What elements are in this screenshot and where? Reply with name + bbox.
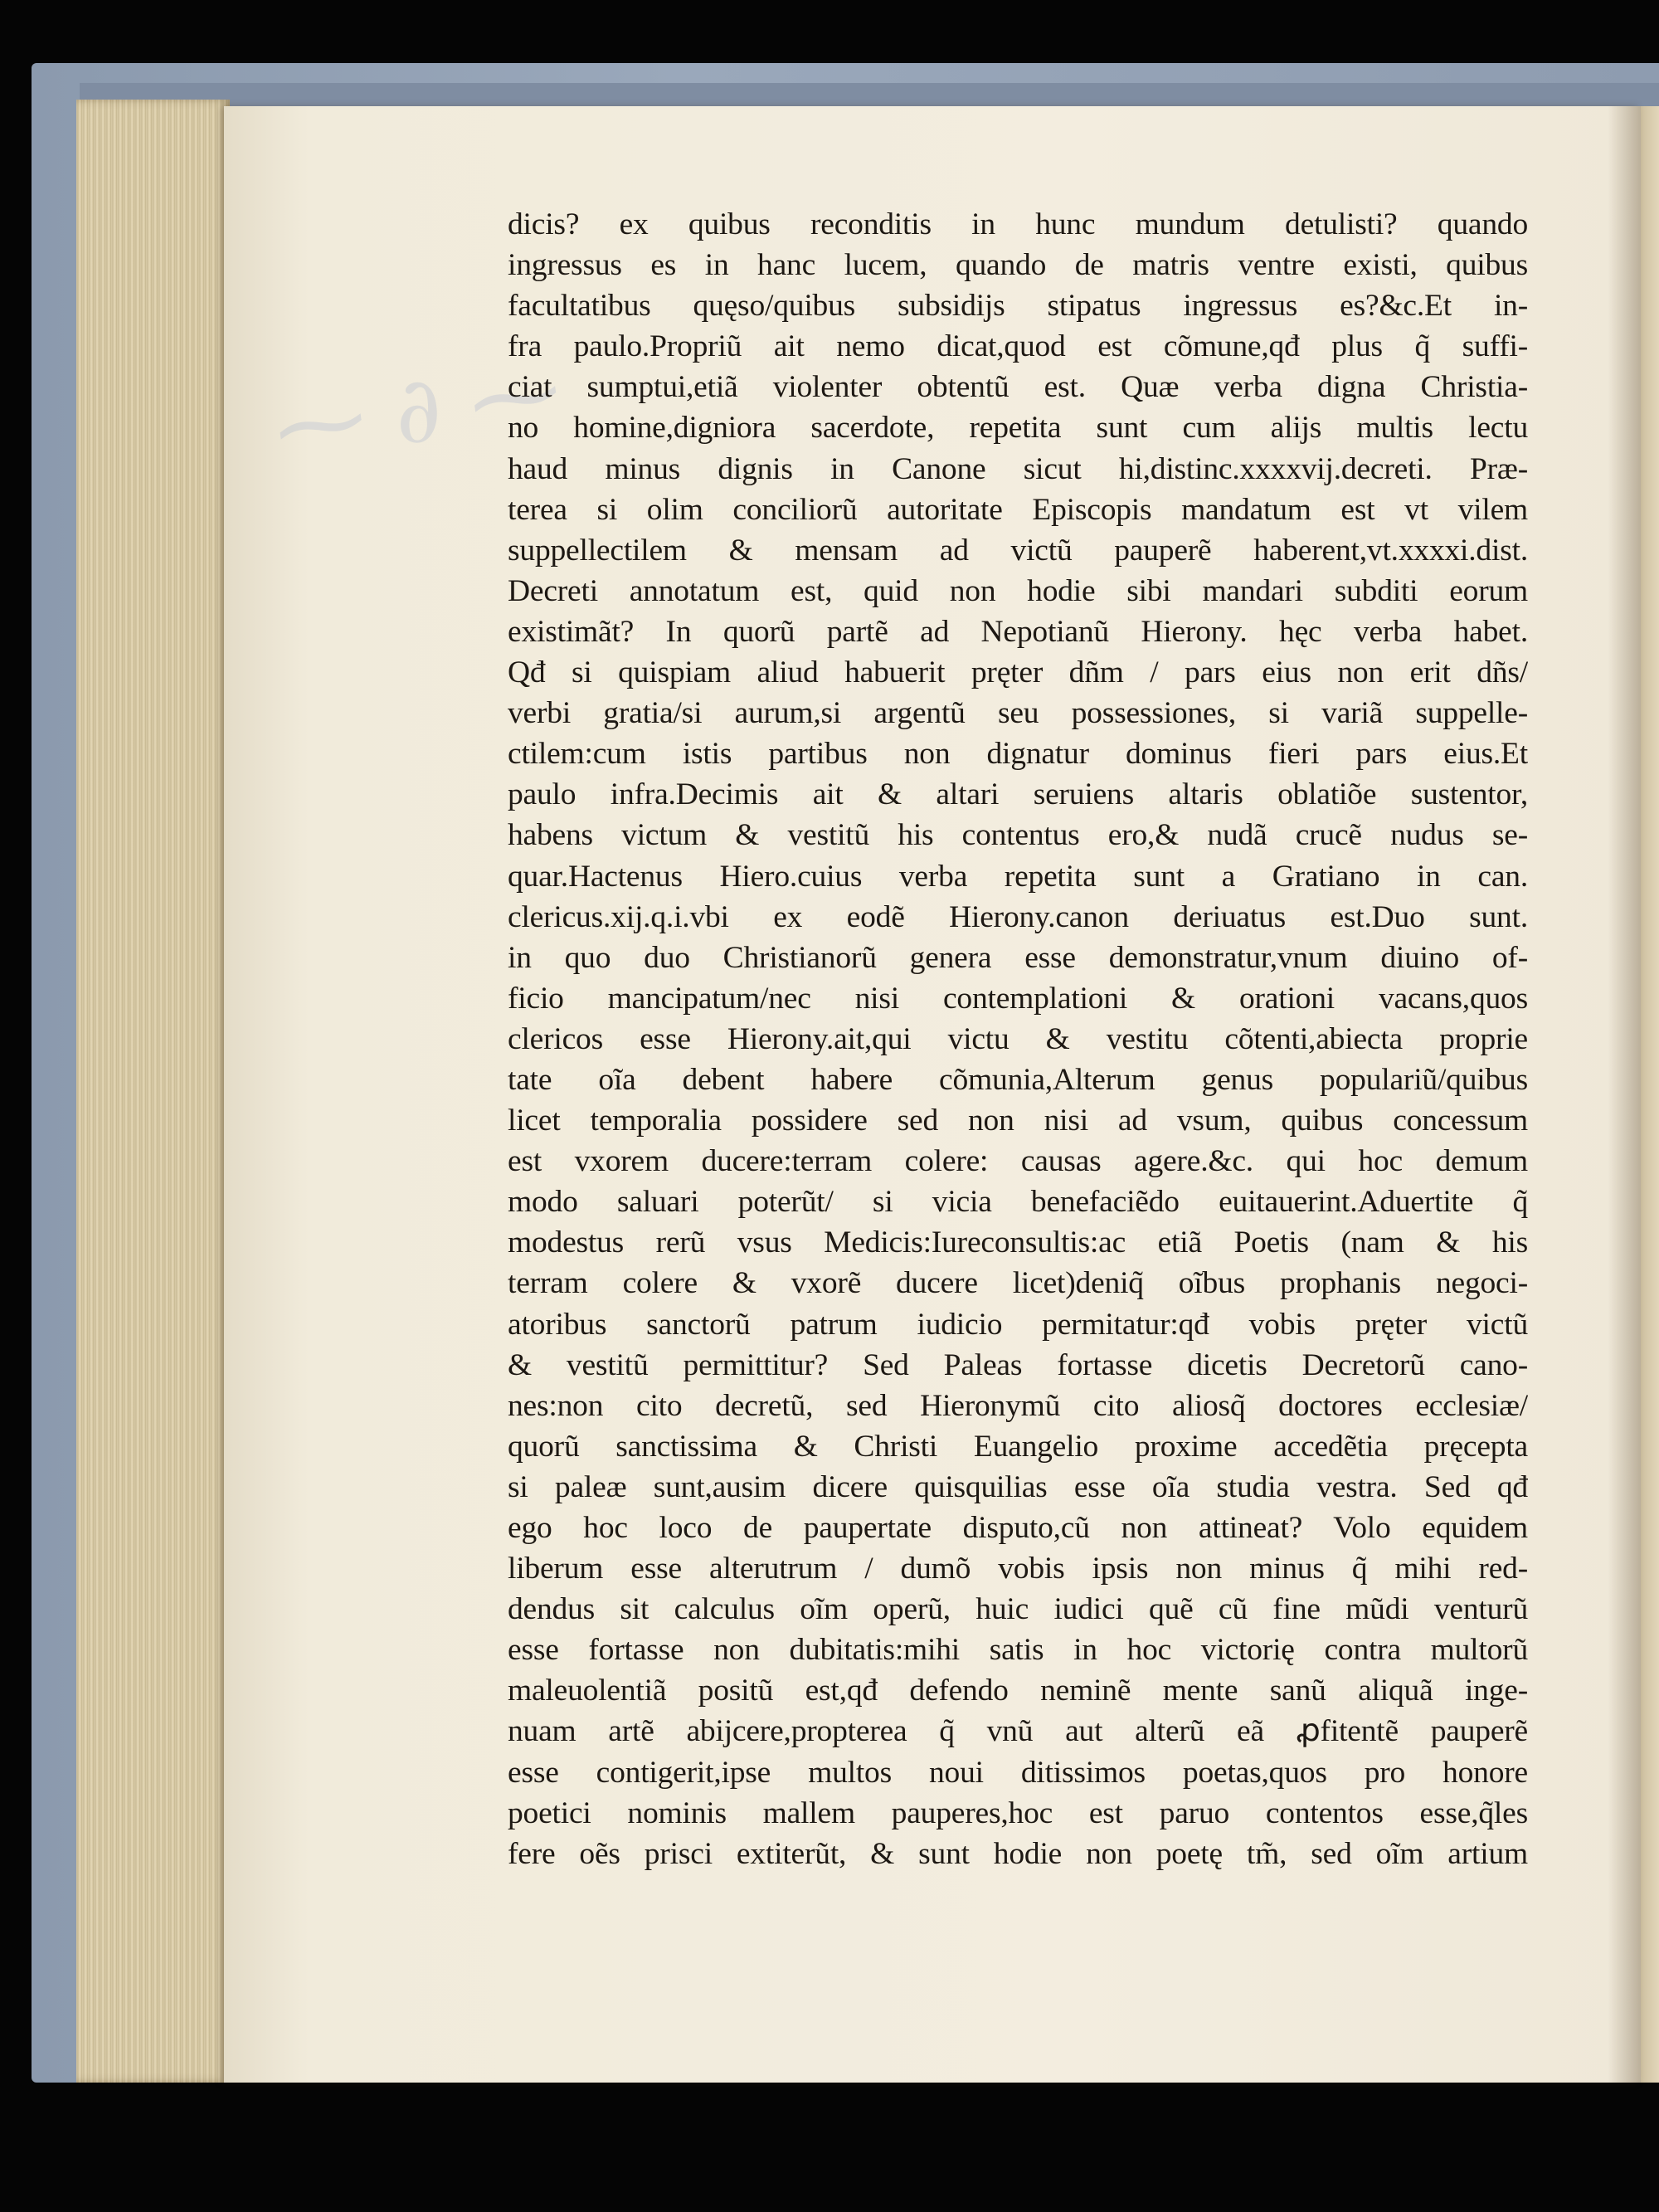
text-line: quorũ sanctissima & Christi Euangelio proxime accedẽtia pręcepta xyxy=(508,1429,1528,1464)
text-line: poetici nominis mallem pauperes,hoc est paruo contentos esse,q̃les xyxy=(508,1795,1528,1830)
text-line: fra paulo.Propriũ ait nemo dicat,quod est cõmune,qđ plus q̃ suffi- xyxy=(508,329,1528,364)
text-line: ctilem:cum istis partibus non dignatur dominus fieri pars eius.Et xyxy=(508,737,1528,772)
faint-show-through-mark: ⁓ ∂ ⁓ xyxy=(267,337,568,483)
text-line: nuam artẽ abijcere,propterea q̃ vnũ aut alterũ eã ꝓfitentẽ pauperẽ xyxy=(508,1714,1528,1749)
text-line: modo saluari poterũt/ si vicia benefaciẽdo euitauerint.Aduertite q̃ xyxy=(508,1185,1528,1220)
text-line: in quo duo Christianorũ genera esse demonstratur,vnum diuino of- xyxy=(508,940,1528,975)
text-line: nes:non cito decretũ, sed Hieronymũ cito aliosq̃ doctores ecclesiæ/ xyxy=(508,1388,1528,1423)
text-line: licet temporalia possidere sed non nisi ad vsum, quibus concessum xyxy=(508,1104,1528,1138)
text-line: ego hoc loco de paupertate disputo,cũ non attineat? Volo equidem xyxy=(508,1511,1528,1545)
spine-shadow xyxy=(1608,106,1641,2083)
page-edges xyxy=(76,100,230,2083)
text-line: ciat sumptui,etiã violenter obtentũ est. Quæ verba digna Christia- xyxy=(508,370,1528,405)
text-line: esse fortasse non dubitatis:mihi satis in hoc victorię contra multorũ xyxy=(508,1633,1528,1668)
text-line: suppellectilem & mensam ad victũ pauperẽ haberent,vt.xxxxi.dist. xyxy=(508,533,1528,568)
text-line: Qđ si quispiam aliud habuerit pręter dñm / pars eius non erit dñs/ xyxy=(508,655,1528,690)
text-line: verbi gratia/si aurum,si argentũ seu possessiones, si variã suppelle- xyxy=(508,696,1528,731)
text-line: clericus.xij.q.i.vbi ex eodẽ Hierony.canon deriuatus est.Duo sunt. xyxy=(508,899,1528,934)
text-line: tate oĩa debent habere cõmunia,Alterum genus populariũ/quibus xyxy=(508,1062,1528,1097)
text-line: paulo infra.Decimis ait & altari seruiens altaris oblatiõe sustentor, xyxy=(508,777,1528,812)
text-line: habens victum & vestitũ his contentus ero,& nudã crucẽ nudus se- xyxy=(508,818,1528,853)
printed-text-block xyxy=(508,204,1528,1874)
text-line: dicis? ex quibus reconditis in hunc mundum detulisti? quando xyxy=(508,207,1528,241)
text-line: maleuolentiã positũ est,qđ defendo neminẽ mente sanũ aliquã inge- xyxy=(508,1674,1528,1708)
text-line: terea si olim conciliorũ autoritate Episcopis mandatum est vt vilem xyxy=(508,492,1528,527)
text-line: existimãt? In quorũ partẽ ad Nepotianũ Hierony. hęc verba habet. xyxy=(508,614,1528,649)
cover-edge xyxy=(80,83,1659,106)
text-line: ficio mancipatum/nec nisi contemplationi & orationi vacans,quos xyxy=(508,981,1528,1016)
text-line: clericos esse Hierony.ait,qui victu & vestitu cõtenti,abiecta proprie xyxy=(508,1021,1528,1056)
text-line: no homine,digniora sacerdote, repetita sunt cum alijs multis lectu xyxy=(508,411,1528,446)
text-line: facultatibus quęso/quibus subsidijs stipatus ingressus es?&c.Et in- xyxy=(508,289,1528,324)
text-line: ingressus es in hanc lucem, quando de matris ventre existi, quibus xyxy=(508,248,1528,283)
text-line: Decreti annotatum est, quid non hodie sibi mandari subditi eorum xyxy=(508,573,1528,608)
text-line: quar.Hactenus Hiero.cuius verba repetita sunt a Gratiano in can. xyxy=(508,859,1528,894)
text-line: liberum esse alterutrum / dumõ vobis ipsis non minus q̃ mihi red- xyxy=(508,1552,1528,1586)
text-line: modestus rerũ vsus Medicis:Iureconsultis:ac etiã Poetis (nam & his xyxy=(508,1225,1528,1260)
text-line: atoribus sanctorũ patrum iudicio permitatur:qđ vobis pręter victũ xyxy=(508,1307,1528,1342)
text-line: esse contigerit,ipse multos noui ditissimos poetas,quos pro honore xyxy=(508,1755,1528,1790)
text-line: & vestitũ permittitur? Sed Paleas fortasse dicetis Decretorũ cano- xyxy=(508,1347,1528,1382)
text-line: dendus sit calculus oĩm operũ, huic iudici quẽ cũ fine mũdi venturũ xyxy=(508,1592,1528,1627)
text-line: haud minus dignis in Canone sicut hi,distinc.xxxxvij.decreti. Præ- xyxy=(508,451,1528,486)
text-line: est vxorem ducere:terram colere: causas agere.&c. qui hoc demum xyxy=(508,1144,1528,1179)
text-line: si paleæ sunt,ausim dicere quisquilias esse oĩa studia vestra. Sed qđ xyxy=(508,1469,1528,1504)
text-line: fere oẽs prisci extiterũt, & sunt hodie non poetę tm̃, sed oĩm artium xyxy=(508,1836,1528,1871)
text-line: terram colere & vxorẽ ducere licet)deniq̃ oĩbus prophanis negoci- xyxy=(508,1266,1528,1301)
